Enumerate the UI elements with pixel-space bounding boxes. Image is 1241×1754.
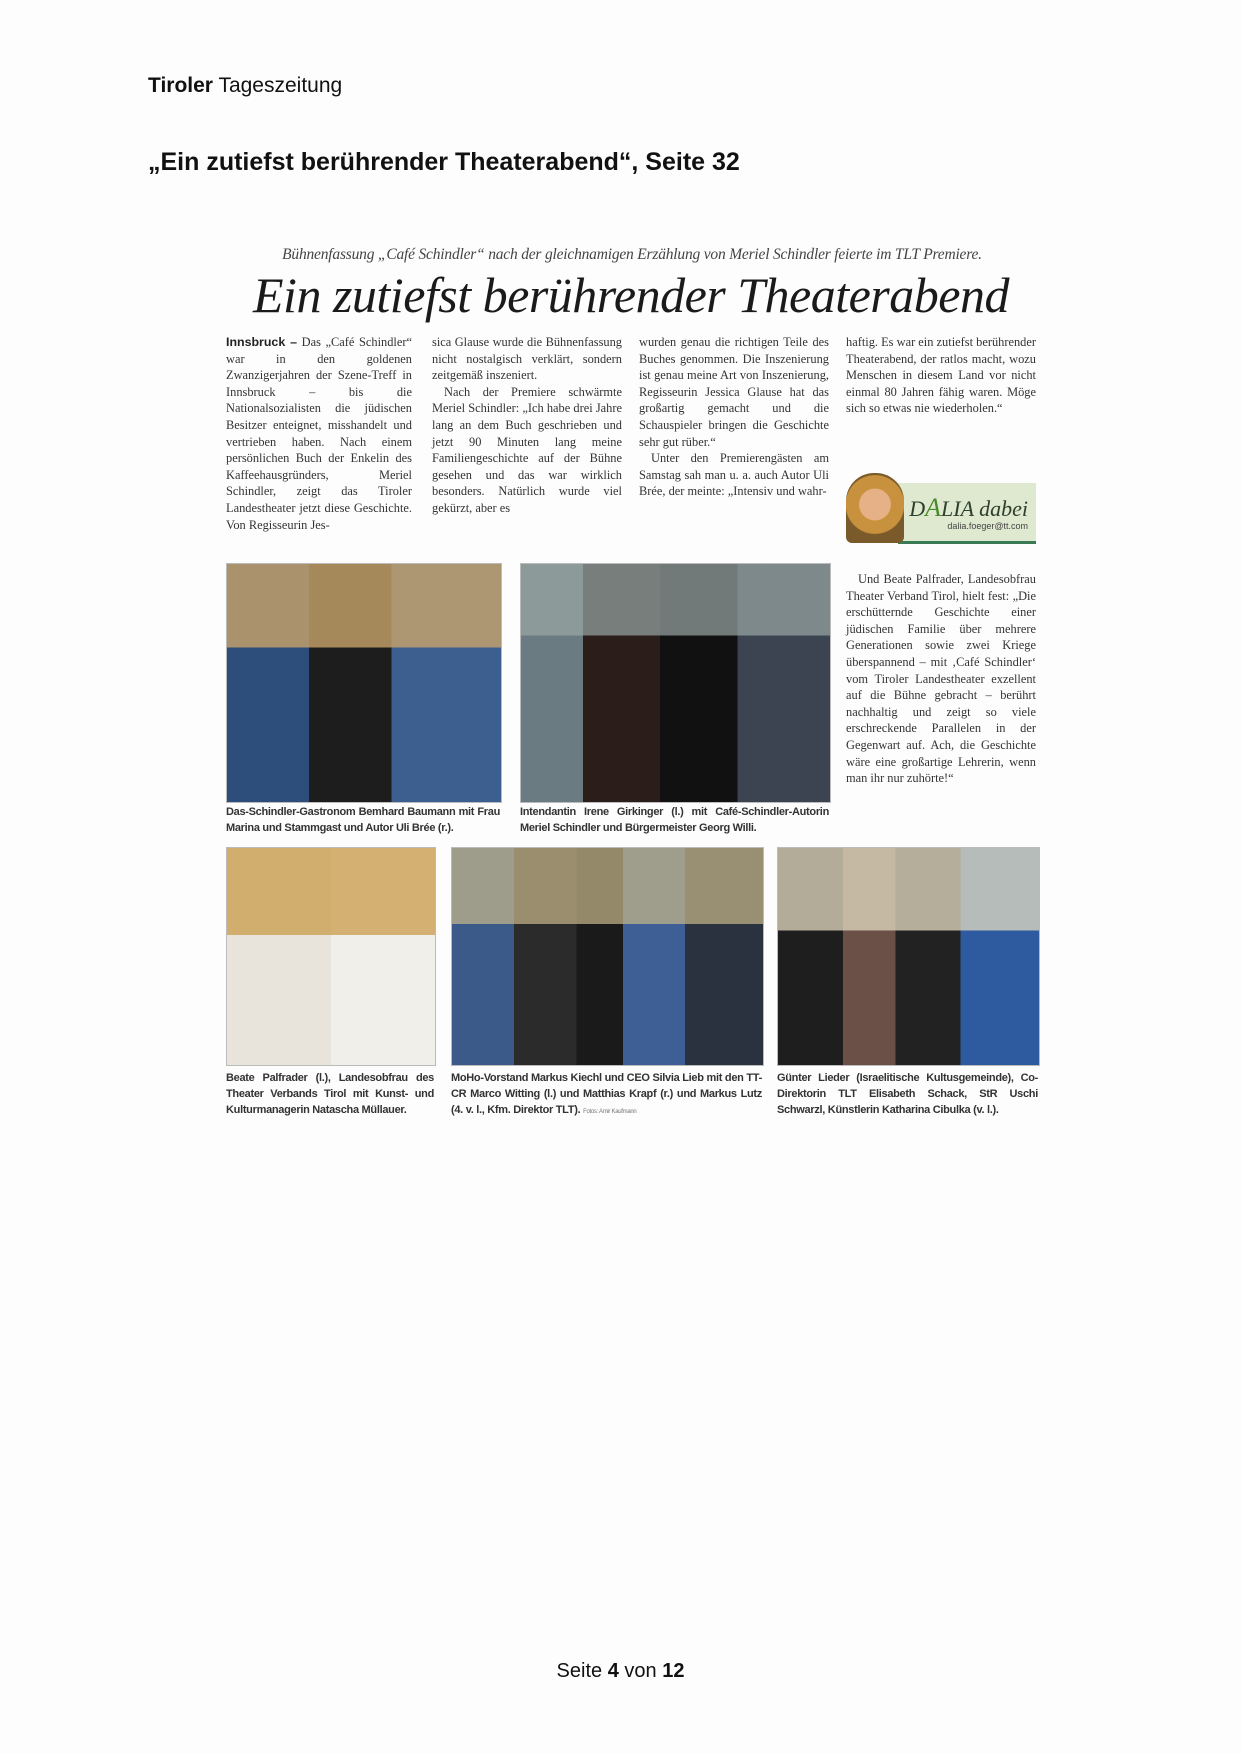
publication-rest: Tageszeitung (218, 74, 343, 97)
columnist-portrait (846, 473, 904, 543)
photo-5 (777, 847, 1040, 1066)
paragraph: haftig. Es war ein zutiefst berührender Theaterabend, der ratlos macht, wozu Menschen in diesem Land vor nicht einmal 80 Jahren fähig waren. Möge sich so etwas nie wiederholen.“ (846, 335, 1036, 416)
paragraph: Nach der Premiere schwärmte Meriel Schindler: „Ich habe drei Jahre lang an dem Buch geschrieben und jetzt 90 Minuten lang meine Familiengeschichte auf der Bühne gesehen und das war wirklich besonders. Natürlich wurde viel gekürzt, aber es (432, 384, 622, 515)
document-title: „Ein zutiefst berührender Theaterabend“, Seite 32 (148, 148, 740, 176)
paragraph: Und Beate Palfrader, Landesobfrau Theater Verband Tirol, hielt fest: „Die erschütternde Geschichte einer jüdischen Familie über mehrere Generationen sowie zwei Kriege überspannend – mit ‚Café Schindler‘ vom Tiroler Landestheater exzellent auf die Bühne gebracht – berührt nachhaltig und zeigt so viele erschreckende Parallelen in der Gegenwart auf. Ach, die Geschichte wäre eine großartige Lehrerin, wenn man ihr nur zuhörte!“ (846, 572, 1036, 786)
photo-3 (226, 847, 436, 1066)
photo-2 (520, 563, 831, 803)
publication-bold: Tiroler (148, 74, 213, 97)
article-column-5 (846, 571, 1036, 787)
columnist-email: dalia.foeger@tt.com (947, 521, 1028, 531)
photo-credit: Fotos: Amir Kaufmann (583, 1109, 637, 1115)
page-number: Seite 4 von 12 (556, 1660, 685, 1682)
photo-caption-5: Günter Lieder (Israelitische Kultusgemeinde), Co-Direktorin TLT Elisabeth Schack, StR Uschi Schwarzl, Künstlerin Katharina Cibulka (v. l.). (777, 1072, 1038, 1116)
photo-caption-4: MoHo-Vorstand Markus Kiechl und CEO Silvia Lieb mit den TT-CR Marco Witting (l.) und Matthias Krapf (r.) und Markus Lutz (4. v. l., Kfm. Direktor TLT). Fotos: Amir Kaufmann (451, 1072, 762, 1116)
paragraph: Unter den Premierengästen am Samstag sah man u. a. auch Autor Uli Brée, der meinte: „Intensiv und wahr- (639, 451, 829, 499)
photo-caption-3: Beate Palfrader (l.), Landesobfrau des Theater Verbands Tirol mit Kunst- und Kulturmanagerin Natascha Müllauer. (226, 1072, 434, 1116)
photo-caption-1: Das-Schindler-Gastronom Bemhard Baumann mit Frau Marina und Stammgast und Autor Uli Brée (r.). (226, 806, 500, 834)
dateline: Innsbruck – (226, 335, 298, 349)
publication-name (148, 74, 342, 98)
column-text: Das „Café Schindler“ war in den goldenen Zwanzigerjahren der Szene-Treff in Innsbruck – bis die Nationalsozialisten die jüdischen Besitzer enteignet, misshandelt und vertrieben haben. Nach einem persönlichen Buch der Enkelin des Kaffeehausgründers, Meriel Schindler, zeigt das Tiroler Landestheater jetzt diese Geschichte. Von Regisseurin Jes- (226, 335, 412, 532)
article-kicker: Bühnenfassung „Café Schindler“ nach der gleichnamigen Erzählung von Meriel Schindler feierte im TLT Premiere. (282, 246, 982, 263)
paragraph: wurden genau die richtigen Teile des Buches genommen. Die Inszenierung ist genau meine Art von Inszenierung, Regisseurin Jessica Glause hat das großartig gemacht und die Schauspieler bringen die Geschichte sehr gut rüber.“ (639, 335, 829, 449)
columnist-badge (846, 473, 1036, 543)
columnist-name: DALIA dabei (909, 493, 1028, 522)
newspaper-clipping (224, 240, 1038, 1130)
article-column-3 (639, 334, 829, 500)
photo-1 (226, 563, 502, 803)
columnist-box (898, 483, 1036, 544)
article-headline: Ein zutiefst berührender Theaterabend (253, 267, 1009, 323)
photo-4 (451, 847, 764, 1066)
paragraph: sica Glause wurde die Bühnenfassung nicht nostalgisch verklärt, sondern zeitgemäß inszeniert. (432, 335, 622, 383)
photo-caption-2: Intendantin Irene Girkinger (l.) mit Café-Schindler-Autorin Meriel Schindler und Bürgermeister Georg Willi. (520, 806, 829, 834)
article-column-1 (226, 334, 412, 533)
article-column-2 (432, 334, 622, 517)
article-column-4 (846, 334, 1036, 417)
